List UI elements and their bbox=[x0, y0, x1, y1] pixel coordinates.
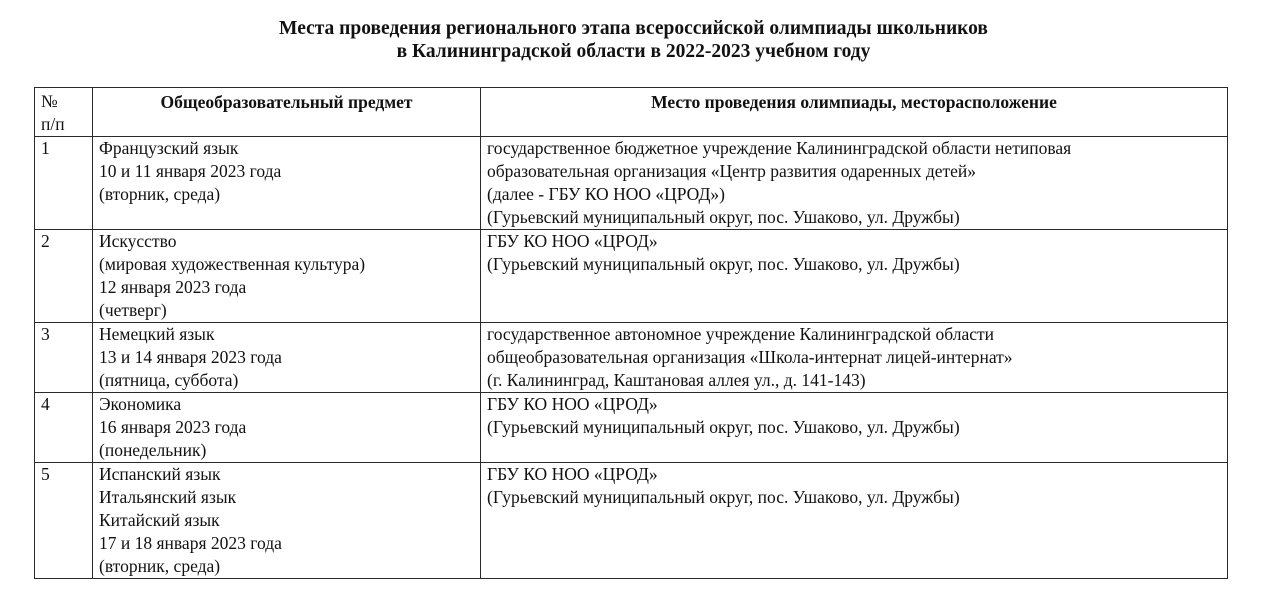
place-line: ГБУ КО НОО «ЦРОД» bbox=[487, 464, 658, 484]
row-place bbox=[481, 463, 1228, 579]
subject-line: (пятница, суббота) bbox=[99, 370, 239, 390]
row-place bbox=[481, 393, 1228, 463]
header-place: Место проведения олимпиады, месторасположение bbox=[481, 88, 1228, 137]
subject-line: (четверг) bbox=[99, 300, 167, 320]
place-line: (Гурьевский муниципальный округ, пос. Ушаково, ул. Дружбы) bbox=[487, 207, 960, 227]
row-place bbox=[481, 230, 1228, 323]
subject-line: Китайский язык bbox=[99, 510, 220, 530]
table-row bbox=[35, 137, 1228, 230]
subject-line: Немецкий язык bbox=[99, 324, 215, 344]
row-number: 1 bbox=[35, 137, 93, 230]
subject-line: 10 и 11 января 2023 года bbox=[99, 161, 282, 181]
subject-line: Французский язык bbox=[99, 138, 239, 158]
table-row bbox=[35, 230, 1228, 323]
place-line: образовательная организация «Центр развития одаренных детей» bbox=[487, 161, 977, 181]
place-line: государственное автономное учреждение Калининградской области bbox=[487, 324, 995, 344]
subject-line: Итальянский язык bbox=[99, 487, 237, 507]
row-number: 3 bbox=[35, 323, 93, 393]
document-title-line-1: Места проведения регионального этапа всероссийской олимпиады школьников bbox=[279, 18, 988, 39]
place-line: (Гурьевский муниципальный округ, пос. Ушаково, ул. Дружбы) bbox=[487, 487, 960, 507]
row-subject bbox=[93, 230, 481, 323]
subject-line: (понедельник) bbox=[99, 440, 207, 460]
place-line: (Гурьевский муниципальный округ, пос. Ушаково, ул. Дружбы) bbox=[487, 254, 960, 274]
row-subject bbox=[93, 463, 481, 579]
table-row bbox=[35, 323, 1228, 393]
subject-line: 13 и 14 января 2023 года bbox=[99, 347, 282, 367]
subject-line: 16 января 2023 года bbox=[99, 417, 247, 437]
place-line: общеобразовательная организация «Школа-интернат лицей-интернат» bbox=[487, 347, 1013, 367]
row-number: 5 bbox=[35, 463, 93, 579]
place-line: государственное бюджетное учреждение Калининградской области нетиповая bbox=[487, 138, 1072, 158]
table-header-row bbox=[35, 88, 1228, 137]
header-subject: Общеобразовательный предмет bbox=[93, 88, 481, 137]
subject-line: (мировая художественная культура) bbox=[99, 254, 366, 274]
place-line: (далее - ГБУ КО НОО «ЦРОД») bbox=[487, 184, 725, 204]
subject-line: (вторник, среда) bbox=[99, 184, 221, 204]
row-number: 4 bbox=[35, 393, 93, 463]
table-row bbox=[35, 463, 1228, 579]
document-title-line-2: в Калининградской области в 2022-2023 учебном году bbox=[396, 41, 871, 62]
subject-line: 17 и 18 января 2023 года bbox=[99, 533, 282, 553]
header-number-abbrev: п/п bbox=[41, 114, 65, 134]
subject-line: (вторник, среда) bbox=[99, 556, 221, 576]
header-number-symbol: № bbox=[41, 91, 58, 111]
row-place bbox=[481, 323, 1228, 393]
place-line: (Гурьевский муниципальный округ, пос. Ушаково, ул. Дружбы) bbox=[487, 417, 960, 437]
row-subject bbox=[93, 137, 481, 230]
subject-line: Искусство bbox=[99, 231, 177, 251]
header-number bbox=[35, 88, 93, 137]
row-subject bbox=[93, 393, 481, 463]
place-line: ГБУ КО НОО «ЦРОД» bbox=[487, 231, 658, 251]
subject-line: 12 января 2023 года bbox=[99, 277, 247, 297]
place-line: (г. Калининград, Каштановая аллея ул., д. 141-143) bbox=[487, 370, 866, 390]
subject-line: Экономика bbox=[99, 394, 182, 414]
olympiad-venues-table bbox=[34, 87, 1228, 579]
subject-line: Испанский язык bbox=[99, 464, 221, 484]
row-place bbox=[481, 137, 1228, 230]
place-line: ГБУ КО НОО «ЦРОД» bbox=[487, 394, 658, 414]
row-subject bbox=[93, 323, 481, 393]
row-number: 2 bbox=[35, 230, 93, 323]
table-row bbox=[35, 393, 1228, 463]
